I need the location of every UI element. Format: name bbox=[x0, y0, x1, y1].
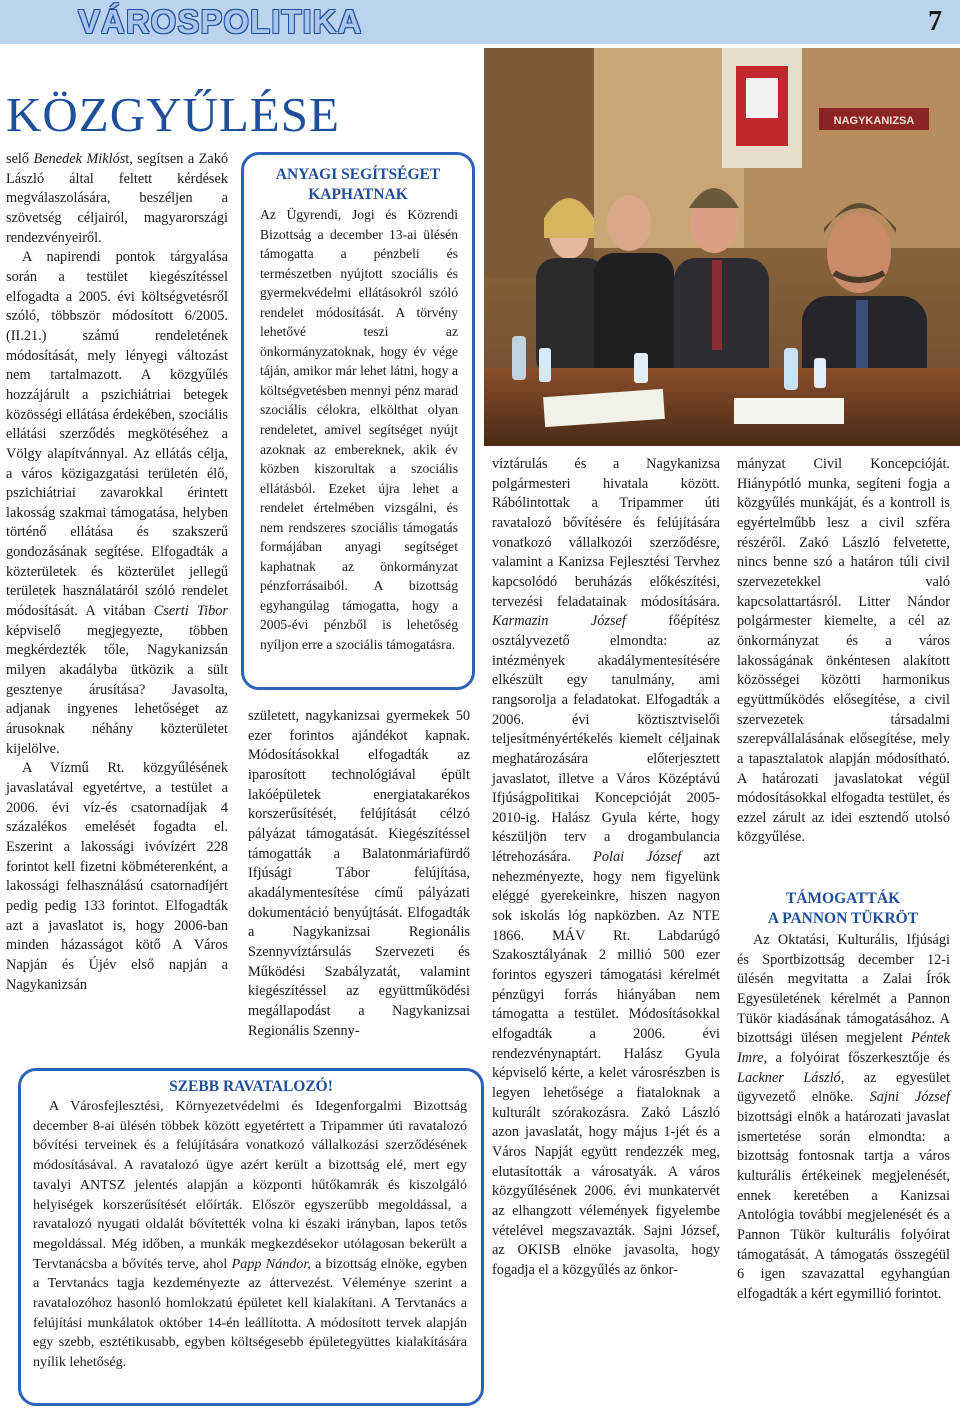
pannon-title-line-1: TÁMOGATTÁK bbox=[785, 890, 901, 907]
fifth-column bbox=[737, 455, 950, 848]
funeral-hall-text-b: a bizottság elnöke, egyben a Tervtanács tagja kezdeményezte az áttervezést. Véleménye szerint a ravatalozóhoz hasonló homlokzatú épületet kell kialakítani. A Tervtanács a felújítási munkálatok október 14-én leállította. A módosított tervek alapján egy szebb, esztétikusabb, egyben költségesebb épületegyüttes kialakítására nyílik lehetőség. bbox=[33, 1255, 467, 1371]
meeting-photo bbox=[484, 48, 960, 446]
name-papp-nandor: Papp Nándor, bbox=[231, 1255, 311, 1272]
section-title: VÁROSPOLITIKA bbox=[78, 3, 363, 40]
name-karmazin-jozsef: Karmazin József bbox=[492, 613, 626, 630]
fourth-column-paragraph bbox=[492, 455, 720, 1281]
fourth-column bbox=[492, 455, 720, 1281]
left-paragraph-1: selő Benedek Miklóst, segítsen a Zakó László által feltett kérdések megválaszolására, beszéljen a szövetség céljairól, magyarországi rendezvényeiről. bbox=[6, 151, 229, 246]
fourth-column-text-a: víztárulás és a Nagykanizsa polgármesteri hivatala között. Rábólintottak a Tripammer úti ravatalozó bővítésére és felújítására vonatkozó vállalkozói szerződésre, valamint a Kanizsa Fejlesztési Tervhez kapcsolódó beruházás előkészítési, tervezési feladatainak módosítására. bbox=[492, 456, 720, 610]
article-headline: KÖZGYŰLÉSE bbox=[6, 87, 340, 142]
funeral-hall-box-text bbox=[33, 1097, 467, 1373]
funeral-hall-paragraph bbox=[33, 1097, 467, 1373]
social-aid-title-line-2: KAPHATNAK bbox=[308, 186, 408, 203]
name-pentek-imre: Péntek Imre, bbox=[737, 1030, 950, 1066]
left-column bbox=[6, 150, 228, 995]
pannon-paragraph bbox=[737, 931, 950, 1304]
name-sajni-jozsef: Sajni József bbox=[869, 1089, 950, 1106]
left-paragraph-2-text: A napirendi pontok tárgyalása során a testület kiegészítéssel elfogadta a 2005. évi költségvetésről szóló, többször módosított 6/2005. (II.21.) számú rendeletének módosítását, mely lényegi változást nem tartalmazott. A közgyűlés hozzájárult a pszichiátriai betegek közösségi ellátása érdekében, szociális ellátási szerződés megkötéséhez a Völgy alapítvánnyal. Az ellátás célja, a város közigazgatási területén élő, pszichiátriai zavarokkal érintett lakosság szakmai támogatása, helyben történő ellátása és szakszerű gondozásának segítése. Elfogadták a közterületek és közterület jellegű területek használatáról szóló rendelet módosítását. A vitában bbox=[6, 249, 228, 620]
pannon-title-line-2: A PANNON TÜKRÖT bbox=[767, 910, 919, 927]
name-cserti-tibor: Cserti Tibor bbox=[153, 603, 228, 620]
left-paragraph-2 bbox=[6, 248, 228, 759]
funeral-hall-box-title: SZEBB RAVATALOZÓ! bbox=[169, 1078, 333, 1095]
photo-sign-text: NAGYKANIZSA bbox=[833, 115, 915, 127]
pannon-box-text bbox=[737, 931, 950, 1304]
pannon-box-title bbox=[738, 889, 948, 929]
funeral-hall-text-a: A Városfejlesztési, Környezetvédelmi és Idegenforgalmi Bizottság december 8-ai ülésén többek között egyetértett a Tripammer úti ravatalozó bővítési terveinek és a felújítására vonatkozó vállalkozási szerződésének módosításával. A ravatalozó ügye azért került a bizottság elé, mert egy tavalyi ANTSZ jelentés alapján a központi hűtőkamrák és kiszolgáló helyiségek korszerűsítését előírták. Először egyszerűbb megoldással, a ravatalozó nyugati oldalát bővítették volna ki északi irányban, lapos tetős megoldással. Még időben, a munkák megkezdésekor utólagosan bekerült a Tervtanácsba a bővítés terve, ahol bbox=[33, 1098, 467, 1272]
meeting-photo-illustration bbox=[484, 48, 960, 446]
pannon-text-c: az egyesület ügyvezető elnöke. bbox=[737, 1069, 950, 1106]
middle-paragraph: született, nagykanizsai gyermekek 50 ezer forintos ajándékot kapnak. Módosításokkal elfogadták az iparosított technológiával épült lakóépületek energiatakarékos korszerűsítését, felújítását célzó pályázat támogatását. Kiegészítéssel támogatták a Balatonmáriafürdő Ifjúsági Tábor felújítása, akadálymentesítése című pályázati dokumentáció benyújtását. Elfogadták a Nagykanizsai Regionális Szennyvíztársulás Szervezeti és Működési Szabályzatát, valamint kiegészítéssel az együttműködési megállapodást a Nagykanizsai Regionális Szenny- bbox=[248, 708, 470, 1039]
name-lackner-laszlo: Lackner László, bbox=[737, 1069, 845, 1086]
left-paragraph-3: A Vízmű Rt. közgyűlésének javaslatával egyetértve, a testület a 2006. évi víz-és csatornadíjak 4 százalékos emelését fogadta el. Eszerint a lakossági ivóvízért 228 forintot kell fizetni köbméterenként, a lakossági felhasználású csatornadíjért pedig pedig 133 forintot. Elfogadták azt a javaslatot is, hogy 2006-ban minden házasságot kötő A Város Napján és Újév első napján a Nagykanizsán bbox=[6, 760, 228, 993]
social-aid-box bbox=[241, 152, 475, 690]
name-benedek-miklos: Benedek Miklós bbox=[33, 151, 126, 167]
funeral-hall-box bbox=[18, 1068, 484, 1406]
pannon-text-a: Az Oktatási, Kulturális, Ifjúsági és Sportbizottság december 12-i ülésén megvitatta a Zalai Írók Egyesületének kérelmét a Pannon Tükör kiadásának támogatásához. A bizottsági ülésen megjelent bbox=[737, 932, 950, 1047]
fifth-column-paragraph: mányzat Civil Koncepcióját. Hiánypótló munka, segíteni fogja a közgyűlés munkáját, és a kontroll is egyértelműbb lesz a civil szféra részéről. Zakó László felvetette, nincs benne szó a határon túli civil szervezetekkel való kapcsolattartásról. Litter Nándor polgármester kiemelte, a cél az önkormányzat és a város lakosságának önkéntesen alakított közösségei közötti harmonikus együttműködés elősegítése, a civil szervezetek társadalmi szerepvállalásának elősegítése, mely a tapasztalatok alapján módosítható. A határozati javaslatokat végül módosításokkal elfogadta testület, és ezzel zárult az idei esztendő utolsó közgyűlése. bbox=[737, 456, 950, 846]
fourth-column-text-c: azt nehezményezte, hogy nem figyelünk eléggé gyerekeinkre, hiszen nagyon sok iskolás lóg napközben. Az NTE 1866. MÁV Rt. Labdarúgó Szakosztályának 2 millió 500 ezer forintos egyszeri támogatási kérelmét pénzügyi forrás hiányában nem támogatta a testület. Módosításokkal elfogadták a 2006. évi rendezvénynaptárt. Halász Gyula képviselő kérte, a kelet városrészben is legyen lehetősége a fiataloknak a kulturált szórakozásra. Zakó László azon javaslatát, hogy május 1-jét és a Város Napját együtt rendezzék meg, elutasították a városatyák. A város közgyűlésének 2006. évi munkatervét az elhangzott vélemények figyelembe vételével megszavazták. Sajni József, az OKISB elnöke javasolta, hogy fogadja el a közgyűlés az önkor- bbox=[492, 849, 720, 1278]
pannon-text-d: bizottsági elnök a határozati javaslat ismertetése során elmondta: a bizottság fontosnak tartja a város kulturális értékeinek megjelenését, ennek keretében a Kanizsai Antológia további megjelenését és a Pannon Tükör kulturális folyóirat támogatását. A támogatás összegéül 6 igen szavazattal egyhangúan elfogadták a kért egymillió forintot. bbox=[737, 1108, 950, 1302]
fourth-column-text-b: főépítész osztályvezető elmondta: az intézmények akadálymentesítésére elkészült egy tanulmány, ami rangsorolja a feladatokat. Elfogadták a 2006. évi köztisztviselői teljesítményértékelés kiemelt céljainak meghatározására előterjesztett javaslatot, illetve a Város Középtávú Ifjúságpolitikai Koncepcióját 2005-2010-ig. Halász Gyula kérte, hogy készüljön terv a drogambulancia létrehozására. bbox=[492, 613, 721, 866]
social-aid-box-title bbox=[244, 165, 472, 205]
name-polai-jozsef: Polai József bbox=[593, 849, 682, 866]
pannon-text-b: a folyóirat főszerkesztője és bbox=[775, 1049, 950, 1066]
middle-column bbox=[248, 707, 470, 1041]
social-aid-box-text: Az Ügyrendi, Jogi és Közrendi Bizottság a december 13-ai ülésén támogatta a pénzbeli és természetben nyújtott szociális és gyermekvédelmi ellátásokról szóló rendelet módosítását. A törvény lehetővé teszi az önkormányzatoknak, hogy év vége táján, amikor már lehet látni, hogy a költségvetésben mennyi pénz marad szociális célokra, elkölthat olyan rendeletet, amivel segítséget nyújt azoknak az embereknek, akik év közben kiszorultak a szociális ellátásból. Ezeket újra lehet a rendelet értelmében vizsgálni, és nem rendszeres szociális támogatás formájában anyagi segítséget kaphatnak az önkormányzat pénzforrásaiból. A bizottság egyhangúlag támogatta, hogy a 2005-évi pénzből is lehetőség nyíljon erre a szociális támogatásra. bbox=[260, 207, 458, 653]
page-number: 7 bbox=[928, 6, 942, 37]
left-paragraph-2-cont: képviselő megjegyezte, többen megkérdezték tőle, Nagykanizsán milyen akadályba ütközik a sült gesztenye árusítása? Javasolta, adjanak ingyenes lehetőséget az árusoknak néhány közterületet kijelölve. bbox=[6, 622, 228, 757]
social-aid-title-line-1: ANYAGI SEGÍTSÉGET bbox=[275, 166, 441, 183]
